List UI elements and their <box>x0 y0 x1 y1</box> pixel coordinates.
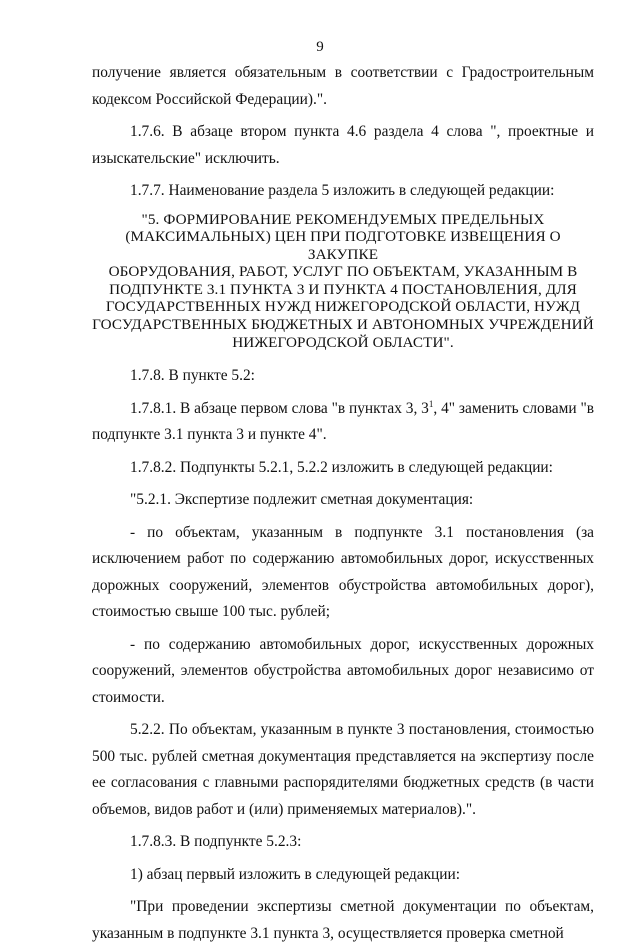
paragraph-1-7-8-3: 1.7.8.3. В подпункте 5.2.3: <box>130 833 302 851</box>
paragraph-1-7-8-1-start: 1.7.8.1. В абзаце первом слова "в пунктах 3, 3 <box>130 399 429 417</box>
heading-line: ГОСУДАРСТВЕННЫХ БЮДЖЕТНЫХ И АВТОНОМНЫХ УЧРЕЖДЕНИЙ <box>92 316 594 334</box>
heading-line: "5. ФОРМИРОВАНИЕ РЕКОМЕНДУЕМЫХ ПРЕДЕЛЬНЫХ <box>141 210 545 228</box>
heading-line: ГОСУДАРСТВЕННЫХ НУЖД НИЖЕГОРОДСКОЙ ОБЛАСТИ, НУЖД <box>105 298 581 316</box>
paragraph-1-7-8-1 <box>92 396 594 449</box>
paragraph-5-2-2: 5.2.2. По объектам, указанным в пункте 3 постановления, стоимостью 500 тыс. рублей сметная документация представляется на экспертизу после ее согласования с главными распорядителями бюджетных средств (в части объемов, видов работ и (или) применяемых материалов).". <box>92 721 594 818</box>
page-number: 9 <box>316 39 324 55</box>
paragraph-continuation: получение является обязательным в соответствии с Градостроительным кодексом Российской Федерации).". <box>92 64 594 108</box>
paragraph-1-7-6: 1.7.6. В абзаце втором пункта 4.6 раздела 4 слова ", проектные и изыскательские" исключить. <box>92 123 594 167</box>
list-item-dash-1: - по объектам, указанным в подпункте 3.1 постановления (за исключением работ по содержанию автомобильных дорог, искусственных дорожных сооружений, элементов обустройства автомобильных дорог), стоимостью свыше 100 тыс. рублей; <box>92 523 594 621</box>
section-5-heading <box>92 211 594 352</box>
paragraph-quote-start: "При проведении экспертизы сметной документации по объектам, указанным в подпункте 3.1 пункта 3, осуществляется проверка сметной <box>92 898 594 942</box>
paragraph-subitem-1: 1) абзац первый изложить в следующей редакции: <box>130 865 461 883</box>
list-item-dash-2: - по содержанию автомобильных дорог, искусственных дорожных сооружений, элементов обустройства автомобильных дорог независимо от стоимости. <box>92 635 594 706</box>
paragraph-5-2-1: "5.2.1. Экспертизе подлежит сметная документация: <box>130 491 474 509</box>
paragraph-1-7-8-2: 1.7.8.2. Подпункты 5.2.1, 5.2.2 изложить в следующей редакции: <box>130 458 553 476</box>
heading-line: ОБОРУДОВАНИЯ, РАБОТ, УСЛУГ ПО ОБЪЕКТАМ, УКАЗАННЫМ В <box>108 263 578 281</box>
heading-line: (МАКСИМАЛЬНЫХ) ЦЕН ПРИ ПОДГОТОВКЕ ИЗВЕЩЕНИЯ О ЗАКУПКЕ <box>125 228 561 263</box>
heading-line: НИЖЕГОРОДСКОЙ ОБЛАСТИ". <box>232 333 454 351</box>
paragraph-1-7-8: 1.7.8. В пункте 5.2: <box>130 367 255 385</box>
paragraph-1-7-8-1-end: , 4" заменить словами "в подпункте 3.1 пункта 3 и пункте 4". <box>92 399 595 444</box>
superscript-1: 1 <box>428 398 434 409</box>
paragraph-1-7-7: 1.7.7. Наименование раздела 5 изложить в следующей редакции: <box>130 182 555 199</box>
heading-line: ПОДПУНКТЕ 3.1 ПУНКТА 3 И ПУНКТА 4 ПОСТАНОВЛЕНИЯ, ДЛЯ <box>109 280 577 298</box>
document-body <box>92 60 594 947</box>
